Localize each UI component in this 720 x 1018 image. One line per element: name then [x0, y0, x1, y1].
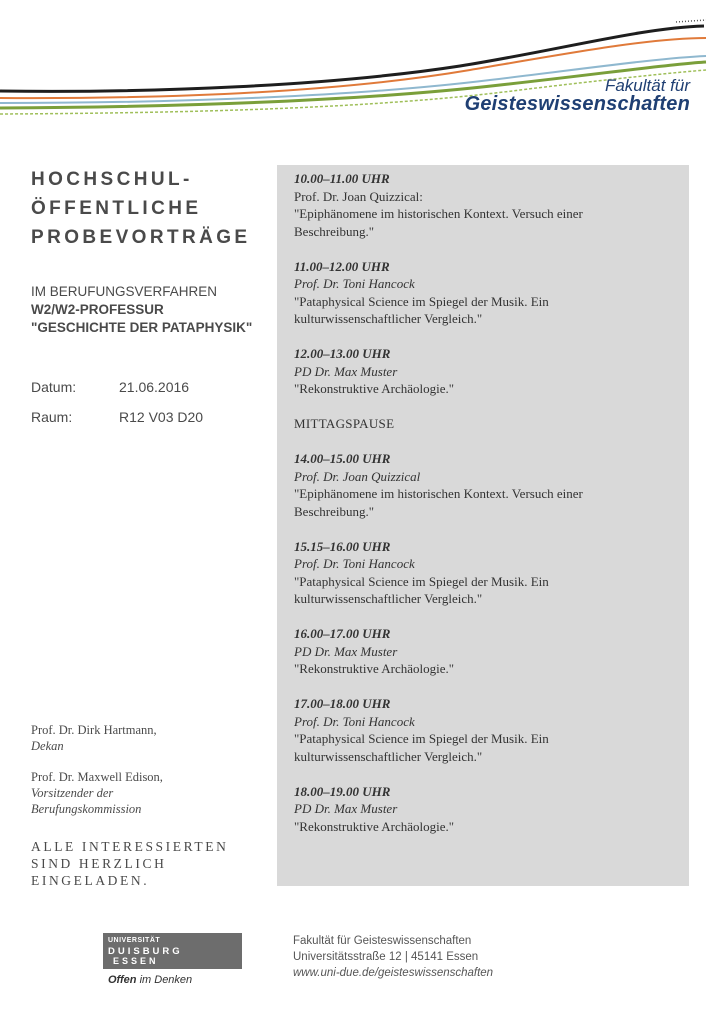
schedule-slot: [294, 450, 679, 520]
university-slogan: [108, 974, 192, 986]
footer-address: [293, 933, 493, 981]
schedule-slot: [294, 345, 679, 398]
slot-speaker: PD Dr. Max Muster: [294, 363, 398, 379]
invitation-text: [31, 838, 228, 889]
slot-title: "Rekonstruktive Archäologie.": [294, 661, 455, 676]
slot-title: "Rekonstruktive Archäologie.": [294, 381, 455, 396]
slot-time: 16.00–17.00 UHR: [294, 626, 391, 641]
footer-faculty: Fakultät für Geisteswissenschaften: [293, 935, 472, 947]
slot-title-cont: Beschreibung.": [294, 503, 375, 519]
logo-duisburg: DUISBURG: [108, 946, 183, 957]
room-row: [31, 409, 203, 425]
slot-time: 10.00–11.00 UHR: [294, 171, 390, 186]
schedule-list: [294, 170, 679, 853]
subtitle-block: [31, 283, 252, 337]
faculty-label-small: Fakultät für: [604, 76, 690, 95]
slot-title: "Pataphysical Science im Spiegel der Musik. Ein: [294, 293, 549, 309]
wave-line-black: [0, 26, 704, 91]
slot-title: "Epiphänomene im historischen Kontext. Versuch einer: [294, 206, 583, 221]
slot-title-cont: kulturwissenschaftlicher Vergleich.": [294, 748, 483, 764]
wave-line-dots: [676, 20, 706, 22]
schedule-slot: [294, 170, 679, 240]
slot-speaker: Prof. Dr. Toni Hancock: [294, 556, 415, 571]
slot-title: "Pataphysical Science im Spiegel der Musik. Ein: [294, 573, 549, 589]
schedule-slot: [294, 538, 679, 608]
room-label: Raum:: [31, 409, 73, 425]
slot-title-cont: kulturwissenschaftlicher Vergleich.": [294, 311, 483, 326]
invitation-line-1: ALLE INTERESSIERTEN: [31, 839, 229, 854]
chair-signature: [31, 769, 163, 817]
footer-url: www.uni-due.de/geisteswissenschaften: [293, 967, 494, 979]
slot-time: 17.00–18.00 UHR: [294, 696, 391, 711]
slot-speaker: Prof. Dr. Toni Hancock: [294, 276, 415, 291]
slot-title-cont: kulturwissenschaftlicher Vergleich.": [294, 591, 483, 606]
chair-role-line-2: Berufungskommission: [31, 802, 142, 816]
slot-speaker: Prof. Dr. Toni Hancock: [294, 713, 415, 729]
lunch-break: MITTAGSPAUSE: [294, 416, 395, 431]
faculty-label-large: Geisteswissenschaften: [464, 93, 690, 115]
chair-role-line-1: Vorsitzender der: [31, 786, 114, 800]
date-value: 21.06.2016: [119, 379, 190, 395]
slot-time: 12.00–13.00 UHR: [294, 346, 391, 361]
dean-name: Prof. Dr. Dirk Hartmann,: [31, 723, 157, 737]
subtitle-line-2: W2/W2-PROFESSUR: [31, 302, 164, 317]
headline-line-3: PROBEVORTRÄGE: [31, 227, 251, 248]
slot-speaker: PD Dr. Max Muster: [294, 643, 398, 659]
slot-time: 15.15–16.00 UHR: [294, 538, 391, 554]
dean-signature: [31, 722, 157, 754]
slot-title: "Epiphänomene im historischen Kontext. Versuch einer: [294, 486, 583, 501]
subtitle-line-3: "GESCHICHTE DER PATAPHYSIK": [31, 320, 253, 335]
subtitle-line-1: IM BERUFUNGSVERFAHREN: [31, 284, 218, 299]
schedule-slot: [294, 695, 679, 765]
slot-speaker: PD Dr. Max Muster: [294, 801, 398, 816]
date-label: Datum:: [31, 379, 77, 395]
slogan-bold: Offen: [108, 974, 137, 986]
university-logo: [103, 933, 242, 969]
schedule-slot: [294, 783, 679, 836]
chair-name: Prof. Dr. Maxwell Edison,: [31, 770, 163, 784]
logo-university: UNIVERSITÄT: [108, 937, 161, 944]
room-value: R12 V03 D20: [119, 409, 204, 425]
invitation-line-3: EINGELADEN.: [31, 873, 150, 888]
wave-line-orange: [0, 38, 706, 98]
slot-title: "Rekonstruktive Archäologie.": [294, 818, 455, 834]
invitation-line-2: SIND HERZLICH: [31, 856, 167, 871]
logo-essen: ESSEN: [113, 956, 159, 966]
footer-street: Universitätsstraße 12 | 45141 Essen: [293, 951, 479, 963]
slot-title: "Pataphysical Science im Spiegel der Musik. Ein: [294, 731, 549, 746]
slot-speaker: Prof. Dr. Joan Quizzical: [294, 468, 421, 484]
slot-time: 18.00–19.00 UHR: [294, 783, 391, 799]
schedule-slot: [294, 258, 679, 328]
headline-line-2: ÖFFENTLICHE: [31, 198, 202, 219]
slogan-rest: im Denken: [136, 974, 193, 986]
dean-role: Dekan: [31, 739, 64, 753]
slot-time: 14.00–15.00 UHR: [294, 451, 391, 466]
slot-time: 11.00–12.00 UHR: [294, 258, 390, 274]
date-row: [31, 379, 189, 395]
headline-line-1: HOCHSCHUL-: [31, 169, 193, 190]
slot-title-cont: Beschreibung.": [294, 223, 375, 239]
slot-speaker: Prof. Dr. Joan Quizzical:: [294, 188, 423, 204]
schedule-slot: [294, 625, 679, 678]
main-headline: [31, 165, 250, 252]
